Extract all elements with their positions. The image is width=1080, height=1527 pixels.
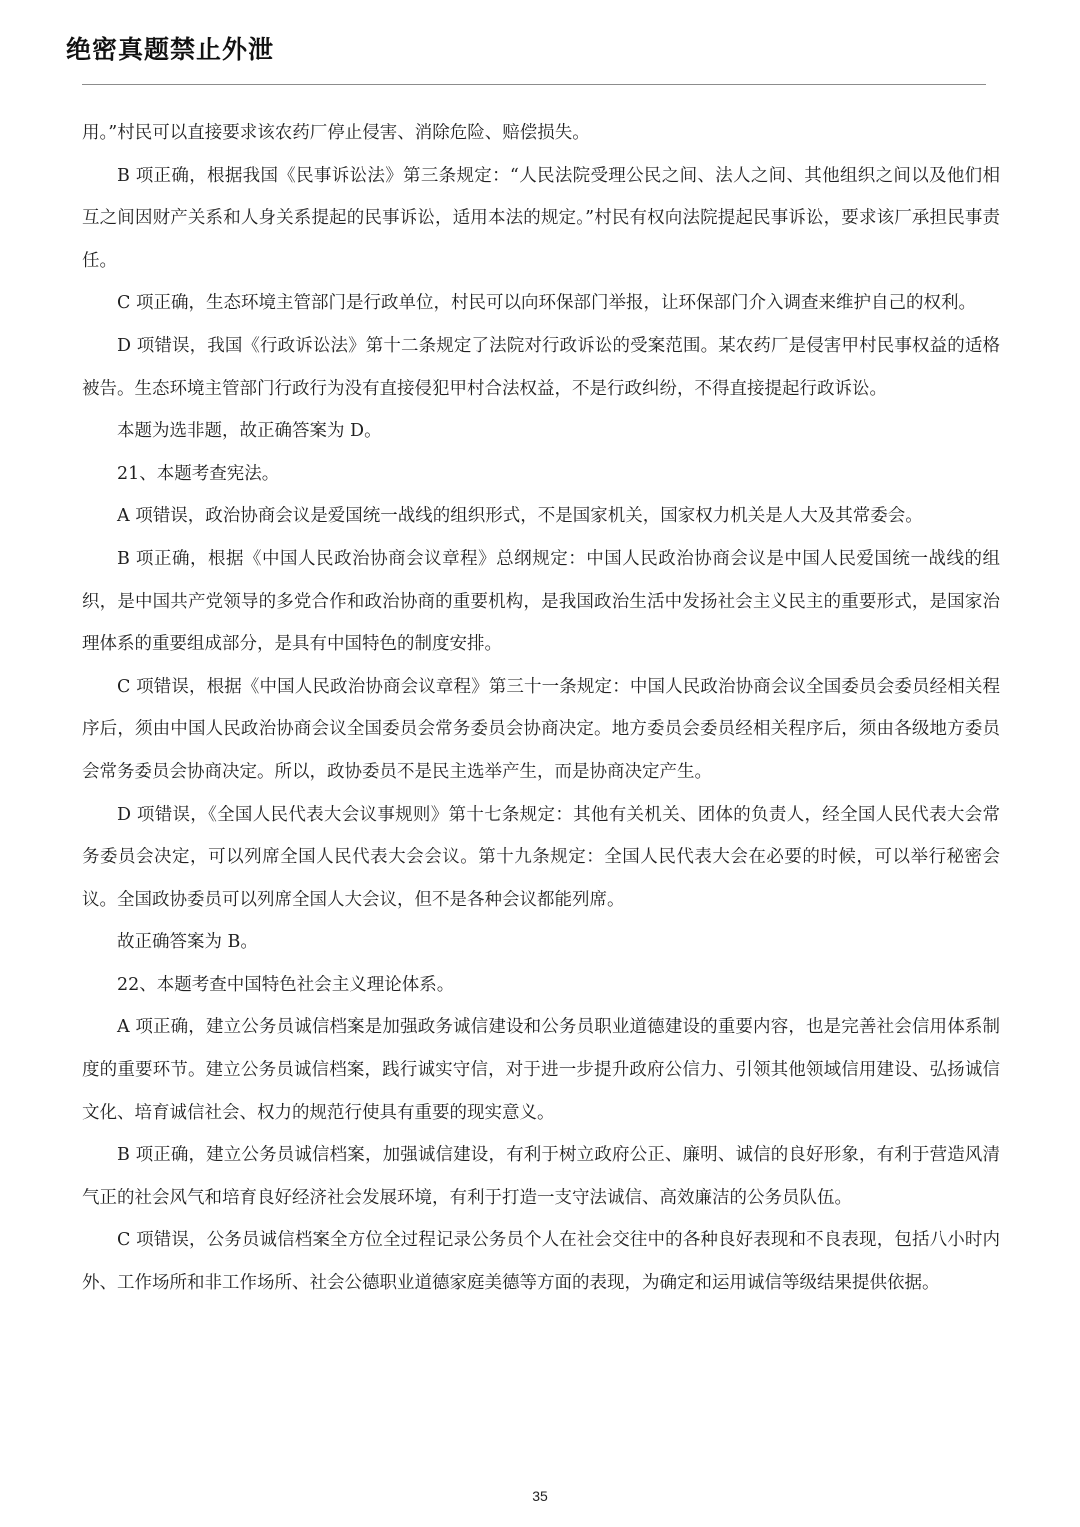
paragraph-option-a-q22: A 项正确，建立公务员诚信档案是加强政务诚信建设和公务员职业道德建设的重要内容，也是完善社会信用体系制度的重要环节。建立公务员诚信档案，践行诚实守信，对于进一步提升政府公信力、引领其他领域信用建设、弘扬诚信文化、培育诚信社会、权力的规范行使具有重要的现实意义。 — [82, 1017, 1000, 1123]
header-title: 绝密真题禁止外泄 — [66, 35, 275, 64]
paragraph-option-c-q22: C 项错误，公务员诚信档案全方位全过程记录公务员个人在社会交往中的各种良好表现和不良表现，包括八小时内外、工作场所和非工作场所、社会公德职业道德家庭美德等方面的表现，为确定和运用诚信等级结果提供依据。 — [82, 1230, 1000, 1294]
paragraph-continuation: 用。”村民可以直接要求该农药厂停止侵害、消除危险、赔偿损失。 — [82, 123, 590, 143]
header-divider — [82, 84, 986, 85]
page-number: 35 — [532, 1488, 548, 1504]
document-body — [82, 112, 1000, 1305]
paragraph-option-d-q20: D 项错误，我国《行政诉讼法》第十二条规定了法院对行政诉讼的受案范围。某农药厂是侵害甲村民事权益的适格被告。生态环境主管部门行政行为没有直接侵犯甲村合法权益，不是行政纠纷，不得直接提起行政诉讼。 — [82, 335, 1000, 399]
paragraph-option-b-q22: B 项正确，建立公务员诚信档案，加强诚信建设，有利于树立政府公正、廉明、诚信的良好形象，有利于营造风清气正的社会风气和培育良好经济社会发展环境，有利于打造一支守法诚信、高效廉洁的公务员队伍。 — [82, 1145, 1000, 1208]
paragraph-question-21: 21、本题考查宪法。 — [117, 463, 280, 484]
paragraph-answer-q21: 故正确答案为 B。 — [117, 932, 258, 953]
paragraph-option-b-q20: B 项正确，根据我国《民事诉讼法》第三条规定：“人民法院受理公民之间、法人之间、其他组织之间以及他们相互之间因财产关系和人身关系提起的民事诉讼，适用本法的规定。”村民有权向法院提起民事诉讼，要求该厂承担民事责任。 — [82, 165, 1000, 271]
paragraph-option-c-q21: C 项错误，根据《中国人民政治协商会议章程》第三十一条规定：中国人民政治协商会议全国委员会委员经相关程序后，须由中国人民政治协商会议全国委员会常务委员会协商决定。地方委员会委员经相关程序后，须由各级地方委员会常务委员会协商决定。所以，政协委员不是民主选举产生，而是协商决定产生。 — [82, 676, 1000, 782]
paragraph-question-22: 22、本题考查中国特色社会主义理论体系。 — [117, 974, 455, 995]
paragraph-answer-q20: 本题为选非题，故正确答案为 D。 — [117, 421, 382, 442]
paragraph-option-c-q20: C 项正确，生态环境主管部门是行政单位，村民可以向环保部门举报，让环保部门介入调查来维护自己的权利。 — [117, 293, 976, 314]
paragraph-option-d-q21: D 项错误，《全国人民代表大会议事规则》第十七条规定：其他有关机关、团体的负责人，经全国人民代表大会常务委员会决定，可以列席全国人民代表大会会议。第十九条规定：全国人民代表大会在必要的时候，可以举行秘密会议。全国政协委员可以列席全国人大会议，但不是各种会议都能列席。 — [82, 804, 1000, 910]
paragraph-option-b-q21: B 项正确，根据《中国人民政治协商会议章程》总纲规定：中国人民政治协商会议是中国人民爱国统一战线的组织，是中国共产党领导的多党合作和政治协商的重要机构，是我国政治生活中发扬社会主义民主的重要形式，是国家治理体系的重要组成部分，是具有中国特色的制度安排。 — [82, 548, 1000, 655]
paragraph-option-a-q21: A 项错误，政治协商会议是爱国统一战线的组织形式，不是国家机关，国家权力机关是人大及其常委会。 — [117, 506, 923, 527]
